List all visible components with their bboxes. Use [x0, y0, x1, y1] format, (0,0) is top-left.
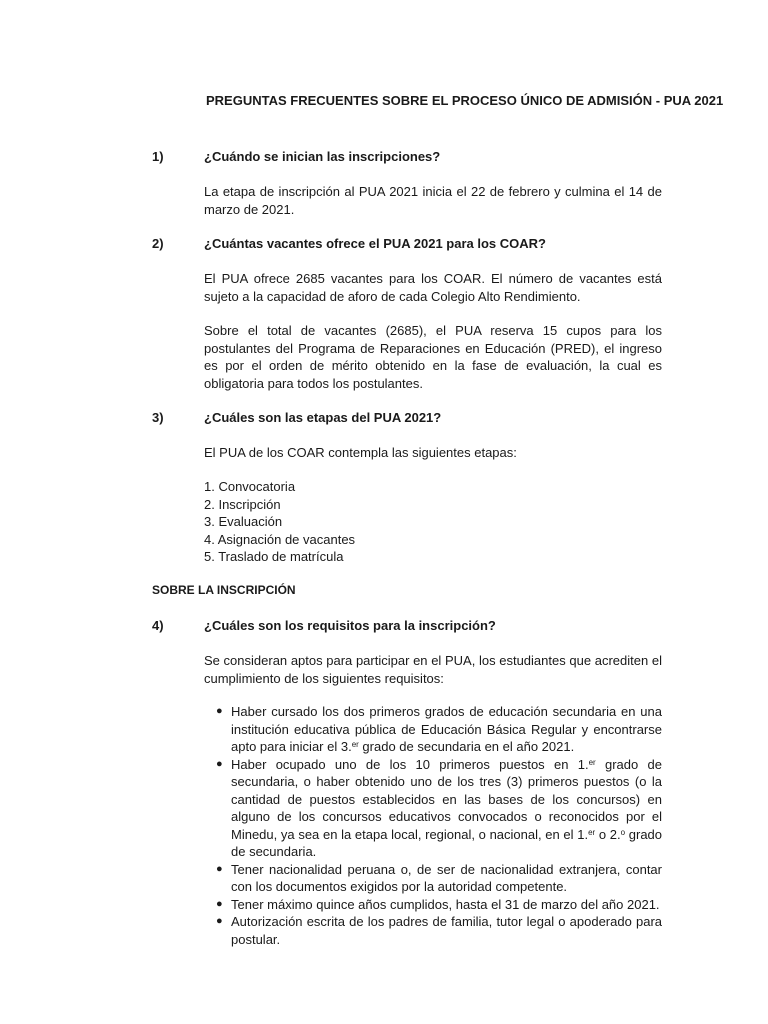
answer-paragraph: Sobre el total de vacantes (2685), el PUA reserva 15 cupos para los postulantes del Programa de Reparaciones en Educación (PRED), el ingreso es por el orden de mérito obtenido en la fase de evaluación, la cual es obligatoria para todos los postulantes. [204, 323, 662, 391]
requirement-text: Haber cursado los dos primeros grados de educación secundaria en una institución educativa pública de Educación Básica Regular y encontrarse apto para iniciar el 3. [231, 704, 662, 754]
list-item [216, 703, 662, 756]
requirement-text: grado de secundaria, o haber obtenido uno de los tres (3) primeros puestos (o la cantidad de puestos establecidos en las bases de los concursos) en alguno de los concursos educativos convocados o reconocidos por el Minedu, ya sea en la etapa local, regional, o nacional, en el 1. [231, 756, 663, 842]
question-heading: ¿Cuántas vacantes ofrece el PUA 2021 para los COAR? [204, 236, 546, 251]
requirement-text: grado de secundaria. [231, 826, 663, 859]
requirement-text: Tener nacionalidad peruana o, de ser de nacionalidad extranjera, contar con los documentos exigidos por la autoridad competente. [231, 861, 662, 894]
list-item [216, 861, 662, 896]
bullet-icon: ● [216, 705, 223, 717]
answer-paragraph: El PUA ofrece 2685 vacantes para los COAR. El número de vacantes está sujeto a la capacidad de aforo de cada Colegio Alto Rendimiento. [204, 271, 662, 304]
answer-paragraph: El PUA de los COAR contempla las siguientes etapas: [204, 445, 517, 460]
list-item: 2. Inscripción [204, 496, 281, 512]
question-number: 1) [152, 149, 164, 164]
list-item: 3. Evaluación [204, 514, 283, 529]
question-heading: ¿Cuándo se inician las inscripciones? [204, 149, 441, 164]
question-number: 4) [152, 618, 164, 633]
list-item: 5. Traslado de matrícula [204, 549, 344, 564]
requirement-text: grado de secundaria en el año 2021. [358, 739, 575, 754]
question-heading: ¿Cuáles son los requisitos para la inscripción? [204, 618, 496, 633]
question-number: 2) [152, 236, 164, 251]
requirement-text: Haber ocupado uno de los 10 primeros puestos en 1. [231, 756, 589, 772]
requirement-text: Autorización escrita de los padres de familia, tutor legal o apoderado para postular. [231, 914, 662, 947]
bullet-icon: ● [216, 897, 223, 910]
section-heading: SOBRE LA INSCRIPCIÓN [152, 583, 296, 597]
bullet-icon: ● [216, 862, 223, 875]
answer-paragraph: Se consideran aptos para participar en el PUA, los estudiantes que acrediten el cumplimiento de los siguientes requisitos: [204, 653, 662, 686]
ordinal-suffix: er [588, 827, 596, 837]
requirement-text: o 2. [595, 826, 621, 842]
list-item [216, 913, 662, 948]
list-item [216, 896, 662, 914]
question-number: 3) [152, 410, 164, 425]
requirements-list [216, 703, 662, 948]
list-item: 4. Asignación de vacantes [204, 531, 356, 547]
ordinal-suffix: er [351, 740, 359, 749]
bullet-icon: ● [216, 915, 223, 927]
answer-paragraph: La etapa de inscripción al PUA 2021 inicia el 22 de febrero y culmina el 14 de marzo de 2021. [204, 184, 662, 217]
ordinal-suffix: er [588, 757, 596, 767]
list-item: 1. Convocatoria [204, 479, 296, 494]
list-item [216, 756, 662, 861]
document-title: PREGUNTAS FRECUENTES SOBRE EL PROCESO ÚNICO DE ADMISIÓN - PUA 2021 [206, 93, 724, 108]
requirement-text: Tener máximo quince años cumplidos, hasta el 31 de marzo del año 2021. [231, 896, 660, 912]
question-heading: ¿Cuáles son las etapas del PUA 2021? [204, 410, 442, 425]
stages-list [204, 478, 355, 566]
bullet-icon: ● [216, 757, 223, 770]
ordinal-suffix: o [620, 827, 626, 837]
